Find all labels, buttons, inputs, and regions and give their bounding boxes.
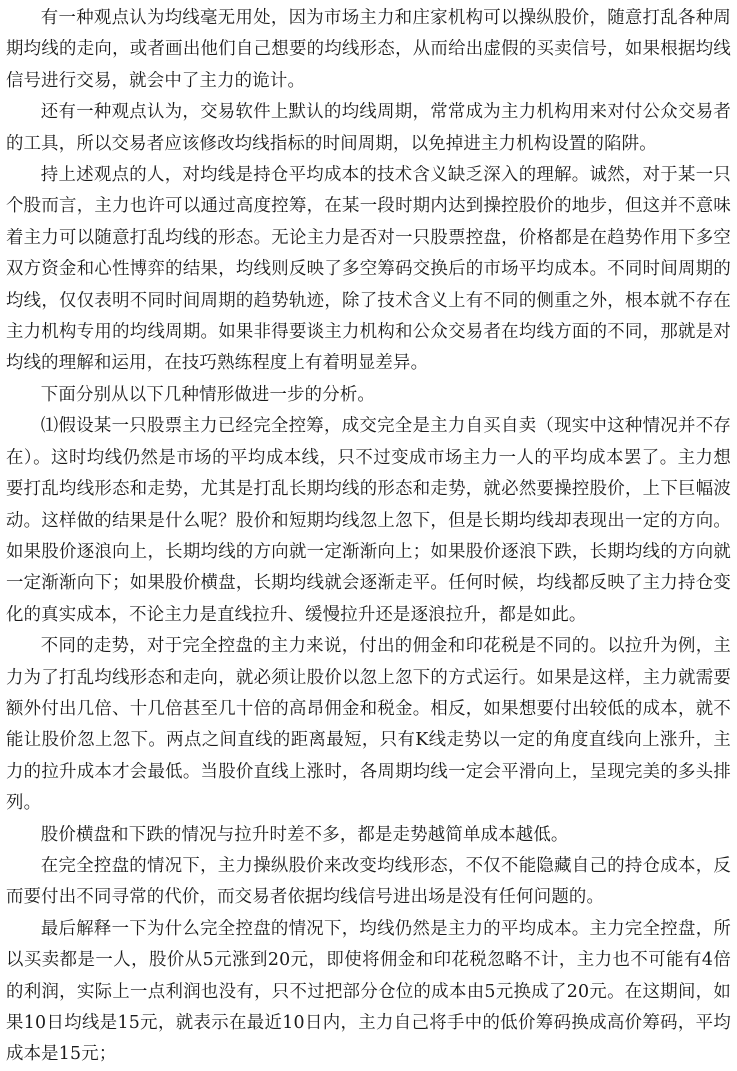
paragraph-9: 最后解释一下为什么完全控盘的情况下，均线仍然是主力的平均成本。主力完全控盘，所以买卖都是一人，股价从5元涨到20元，即使将佣金和印花税忽略不计，主力也不可能有4倍的利润，实际上一点利润也没有，只不过把部分仓位的成本由5元换成了20元。在这期间，如果10日均线是15元，就表示在最近10日内，主力自己将手中的低价筹码换成高价筹码，平均成本是15元； xyxy=(6,918,731,1065)
paragraph-8: 在完全控盘的情况下，主力操纵股价来改变均线形态，不仅不能隐藏自己的持仓成本，反而要付出不同寻常的代价，而交易者依据均线信号进出场是没有任何问题的。 xyxy=(6,855,731,908)
paragraph-2: 还有一种观点认为，交易软件上默认的均线周期，常常成为主力机构用来对付公众交易者的工具，所以交易者应该修改均线指标的时间周期，以免掉进主力机构设置的陷阱。 xyxy=(6,102,731,154)
paragraph-3: 持上述观点的人，对均线是持仓平均成本的技术含义缺乏深入的理解。诚然，对于某一只个股而言，主力也许可以通过高度控筹，在某一段时期内达到操控股价的地步，但这并不意味着主力可以随意打乱均线的形态。无论主力是否对一只股票控盘，价格都是在趋势作用下多空双方资金和心性博弈的结果，均线则反映了多空筹码交换后的市场平均成本。不同时间周期的均线，仅仅表明不同时间周期的趋势轨迹，除了技术含义上有不同的侧重之外，根本就不存在主力机构专用的均线周期。如果非得要谈主力机构和公众交易者在均线方面的不同，那就是对均线的理解和运用，在技巧熟练程度上有着明显差异。 xyxy=(6,165,731,374)
paragraph-7: 股价横盘和下跌的情况与拉升时差不多，都是走势越简单成本越低。 xyxy=(40,824,569,845)
paragraph-1: 有一种观点认为均线毫无用处，因为市场主力和庄家机构可以操纵股价，随意打乱各种周期均线的走向，或者画出他们自己想要的均线形态，从而给出虚假的买卖信号，如果根据均线信号进行交易，就会中了主力的诡计。 xyxy=(6,8,731,91)
paragraph-6: 不同的走势，对于完全控盘的主力来说，付出的佣金和印花税是不同的。以拉升为例，主力为了打乱均线形态和走向，就必须让股价以忽上忽下的方式运行。如果是这样，主力就需要额外付出几倍、十几倍甚至几十倍的高昂佣金和税金。相反，如果想要付出较低的成本，就不能让股价忽上忽下。两点之间直线的距离最短，只有K线走势以一定的角度直线向上涨升，主力的拉升成本才会最低。当股价直线上涨时，各周期均线一定会平滑向上，呈现完美的多头排列。 xyxy=(6,636,731,814)
paragraph-5: ⑴假设某一只股票主力已经完全控筹，成交完全是主力自买自卖（现实中这种情况并不存在）。这时均线仍然是市场的平均成本线，只不过变成市场主力一人的平均成本罢了。主力想要打乱均线形态和走势，尤其是打乱长期均线的形态和走势，就必然要操控股价，上下巨幅波动。这样做的结果是什么呢？股价和短期均线忽上忽下，但是长期均线却表现出一定的方向。如果股价逐浪向上，长期均线的方向就一定渐渐向上；如果股价逐浪下跌，长期均线的方向就一定渐渐向下；如果股价横盘，长期均线就会逐渐走平。任何时候，均线都反映了主力持仓变化的真实成本，不论主力是直线拉升、缓慢拉升还是逐浪拉升，都是如此。 xyxy=(6,416,731,625)
paragraph-4: 下面分别从以下几种情形做进一步的分析。 xyxy=(40,384,376,405)
